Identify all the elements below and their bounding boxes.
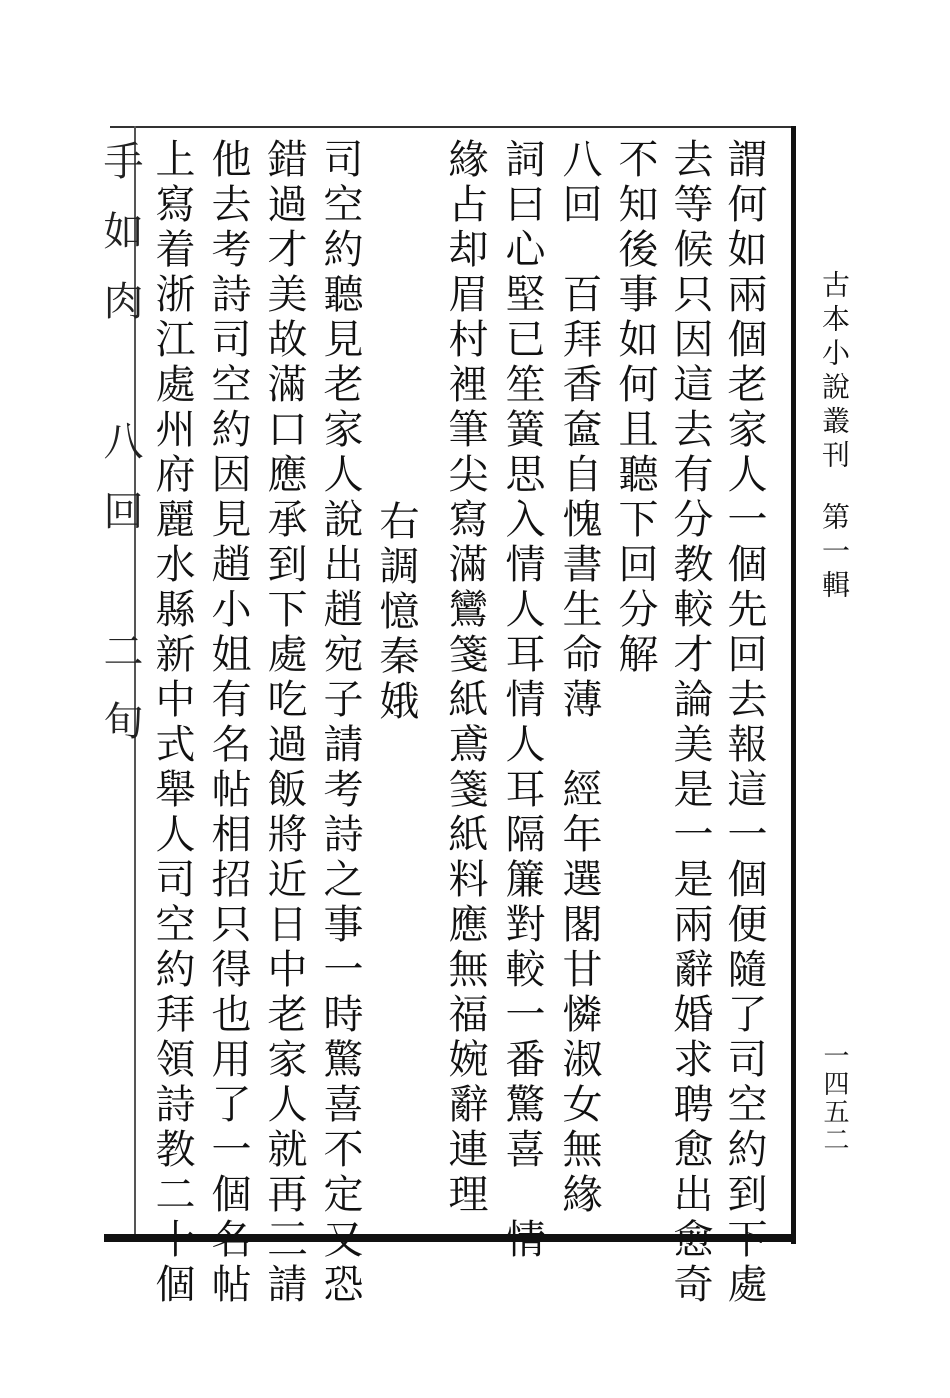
- text-column-1: 謂何如兩個老家人一個先回去報這一個便隨了司空約到下處: [721, 138, 767, 1308]
- text-column-2: 去等候只因這去有分教較才論美是一是兩辭婚求聘愈出愈奇: [667, 138, 713, 1308]
- margin-book-title: [812, 270, 852, 604]
- text-column-9: 錯過才美故滿口應承到下處吃過飯將近日中老家人就再三請: [261, 138, 307, 1308]
- volume-label: 第一輯: [818, 502, 851, 604]
- text-column-4-chapter-title: 八回 百拜香奩自愧書生命薄 經年選閣甘憐淑女無緣: [556, 138, 602, 1218]
- text-column-7-tune-name: 右調憶秦娥: [373, 500, 419, 725]
- text-column-8: 司空約聽見老家人說出趙宛子請考詩之事一時驚喜不定又恐: [317, 138, 363, 1308]
- frame-right-line: [791, 126, 796, 1244]
- book-title: 古本小說叢刊: [818, 270, 851, 474]
- text-column-12-edge: 手如肉 八回 二旬: [97, 140, 143, 770]
- text-column-10: 他去考詩司空約因見趙小姐有名帖相招只得也用了一個名帖: [205, 138, 251, 1308]
- text-column-3: 不知後事如何且聽下回分解: [612, 138, 658, 678]
- margin-page-number: 一四五二: [819, 1042, 849, 1154]
- text-column-11: 上寫着浙江處州府麗水縣新中式舉人司空約拜領詩教二十個: [149, 138, 195, 1308]
- text-column-5-poem: 詞曰心堅已笙簧思入情人耳情人耳隔簾對較一番驚喜 情: [499, 138, 545, 1263]
- text-column-6-poem: 緣占却眉村裡筆尖寫滿鸞箋紙鳶箋紙料應無福婉辭連理: [442, 138, 488, 1218]
- frame-top-line: [110, 126, 796, 128]
